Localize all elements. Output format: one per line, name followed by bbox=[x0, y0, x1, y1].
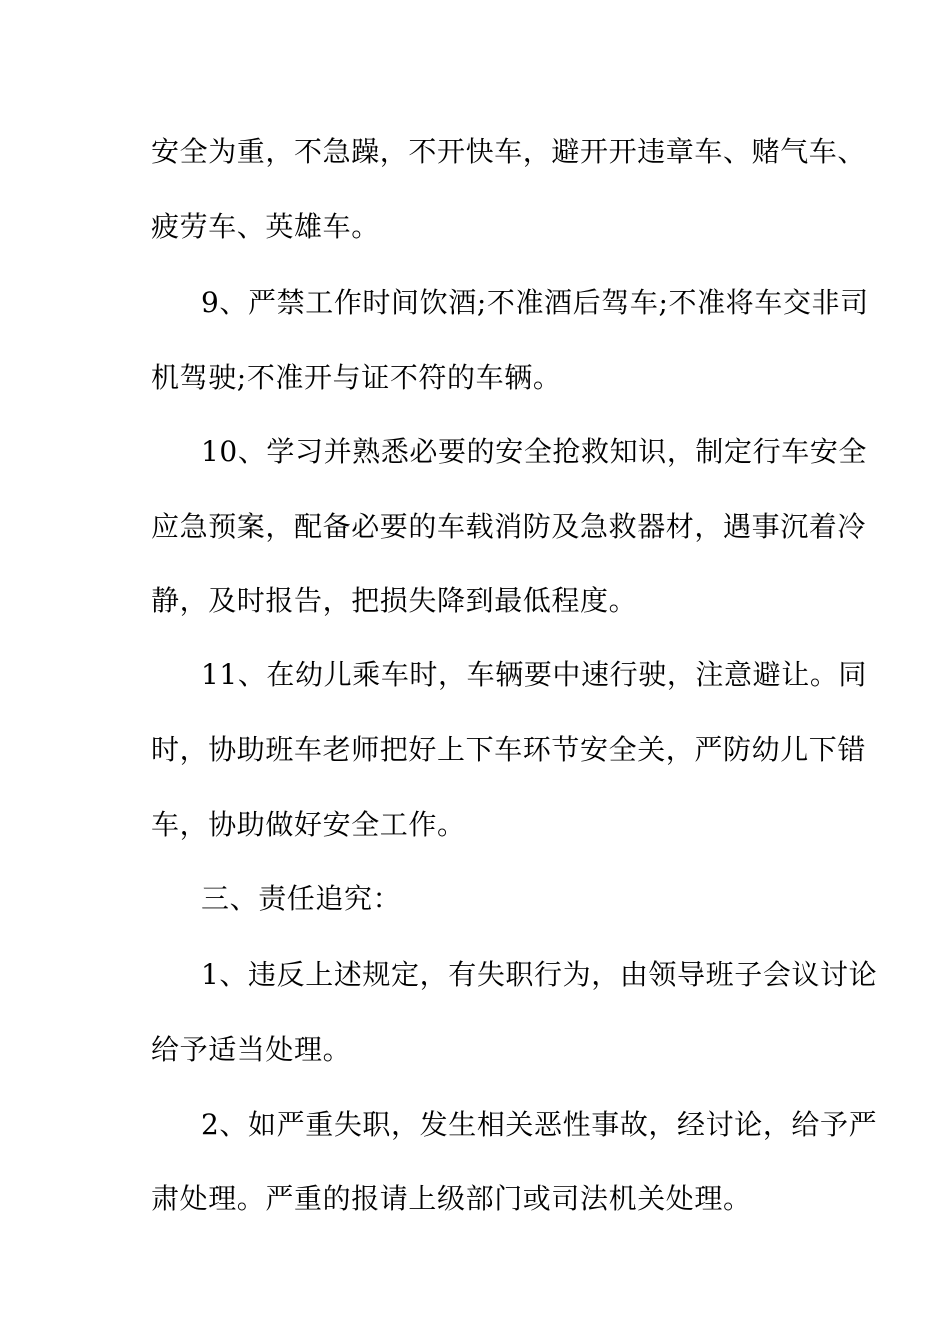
item-9-line-2: 机驾驶;不准开与证不符的车辆。 bbox=[151, 361, 562, 394]
liability-item-2-line-2: 肃处理。严重的报请上级部门或司法机关处理。 bbox=[151, 1182, 752, 1215]
liability-item-2-line-1: 2、如严重失职，发生相关恶性事故，经讨论，给予严 bbox=[201, 1108, 878, 1141]
item-9-line-1: 9、严禁工作时间饮酒;不准酒后驾车;不准将车交非司 bbox=[201, 286, 869, 319]
liability-item-1-line-1: 1、违反上述规定，有失职行为，由领导班子会议讨论 bbox=[201, 958, 878, 991]
item-11-line-2: 时，协助班车老师把好上下车环节安全关，严防幼儿下错 bbox=[151, 733, 867, 766]
item-10-line-2: 应急预案，配备必要的车载消防及急救器材，遇事沉着冷 bbox=[151, 510, 867, 543]
section-heading-liability: 三、责任追究： bbox=[201, 882, 402, 915]
text-line-1: 安全为重，不急躁，不开快车，避开开违章车、赌气车、 bbox=[151, 135, 867, 168]
liability-item-1-line-2: 给予适当处理。 bbox=[151, 1033, 352, 1066]
item-10-line-3: 静，及时报告，把损失降到最低程度。 bbox=[151, 584, 638, 617]
text-line-2: 疲劳车、英雄车。 bbox=[151, 210, 380, 243]
item-11-line-3: 车，协助做好安全工作。 bbox=[151, 808, 466, 841]
item-10-line-1: 10、学习并熟悉必要的安全抢救知识，制定行车安全 bbox=[201, 435, 868, 468]
item-11-line-1: 11、在幼儿乘车时，车辆要中速行驶，注意避让。同 bbox=[201, 658, 868, 691]
